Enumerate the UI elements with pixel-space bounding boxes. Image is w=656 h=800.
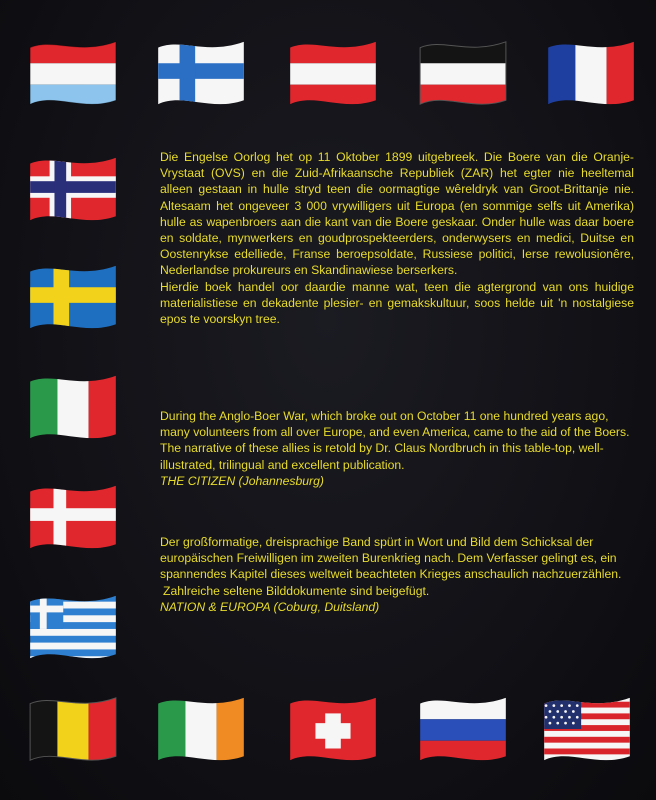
- flag-sweden-icon: [22, 258, 124, 336]
- flag-belgium-icon: [22, 690, 124, 768]
- english-blurb: [160, 408, 634, 489]
- flag-france-icon: [540, 34, 642, 112]
- german-blurb: [160, 534, 634, 615]
- flag-denmark-icon: [22, 478, 124, 556]
- flag-norway-icon: [22, 150, 124, 228]
- english-paragraph-2: The narrative of these allies is retold by Dr. Claus Nordbruch in this table-top, well-illustrated, trilingual and excellent publication.: [160, 441, 604, 472]
- flag-italy-icon: [22, 368, 124, 446]
- afrikaans-blurb: [160, 149, 634, 327]
- afrikaans-paragraph-2: Hierdie boek handel oor daardie manne wat, teen die agtergrond van ons huidige materialistiese en dekadente plesier- en gemakskultuur, soos helde uit 'n nostalgiese epos te voorskyn tree.: [160, 279, 634, 327]
- flag-greece-icon: [22, 588, 124, 666]
- flag-switzerland-icon: [282, 690, 384, 768]
- german-paragraph-2: Zahlreiche seltene Bilddokumente sind beigefügt.: [163, 583, 430, 598]
- flag-usa-icon: [536, 690, 638, 768]
- afrikaans-paragraph-1: Die Engelse Oorlog het op 11 Oktober 1899 uitgebreek. Die Boere van die Oranje-Vrystaat (OVS) en die Zuid-Afrikaansche Republiek (ZAR) het egter nie heeltemal alleen gestaan in hulle stryd teen die oormagtige wêreldryk van Groot-Brittanje nie. Altesaam het ongeveer 3 000 vrywilligers uit Europa (en sommige selfs uit Amerika) hulle as wapenbroers aan die kant van die Boere geskaar. Onder hulle was daar boere en soldate, mynwerkers en goudprospekteerders, onderwysers en medici, Duitse en Oostenrykse edelliede, Franse beroepsoldate, Russiese politici, Ierse rewolusionêre, Nederlandse prokureurs en Skandinawiese berserkers.: [160, 150, 634, 278]
- flag-german-empire-icon: [412, 34, 514, 112]
- english-source: THE CITIZEN (Johannesburg): [160, 473, 324, 488]
- flag-austria-icon: [282, 34, 384, 112]
- flag-ireland-icon: [150, 690, 252, 768]
- german-paragraph-1: Der großformatige, dreisprachige Band spürt in Wort und Bild dem Schicksal der europäischen Freiwilligen im zweiten Burenkrieg nach. Dem Verfasser gelingt es, ein spannendes Kapitel dieses weltweit beachteten Krieges anschaulich nachzuerzählen.: [160, 535, 622, 582]
- flag-russia-icon: [412, 690, 514, 768]
- english-paragraph-1: During the Anglo-Boer War, which broke out on October 11 one hundred years ago, many volunteers from all over Europe, and even America, came to the aid of the Boers.: [160, 409, 630, 440]
- german-source: NATION & EUROPA (Coburg, Duitsland): [160, 599, 380, 614]
- flag-luxembourg-icon: [22, 34, 124, 112]
- flag-finland-icon: [150, 34, 252, 112]
